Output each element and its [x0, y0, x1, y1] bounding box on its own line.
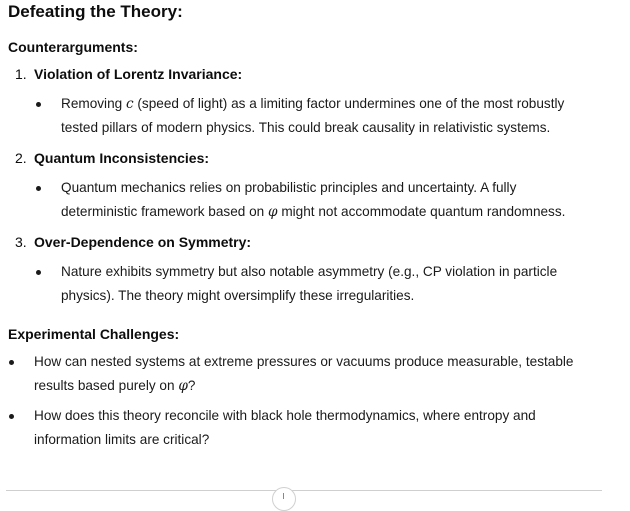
- bullet-line: physics). The theory might oversimplify these irregularities.: [61, 288, 415, 303]
- bullet-dot: [36, 102, 41, 107]
- bullet-line: How can nested systems at extreme pressures or vacuums produce measurable, testable: [34, 354, 574, 369]
- bullet-line: Removing c (speed of light) as a limiting factor undermines one of the most robustly: [61, 96, 565, 112]
- bullet-line: Nature exhibits symmetry but also notable asymmetry (e.g., CP violation in particle: [61, 264, 558, 279]
- bullet-line: How does this theory reconcile with black hole thermodynamics, where entropy and: [34, 408, 536, 423]
- bullet-dot: [9, 360, 14, 365]
- list-item-title: Quantum Inconsistencies:: [34, 150, 210, 166]
- scroll-down-button[interactable]: [272, 487, 296, 511]
- experimental-challenges-title: Experimental Challenges:: [8, 326, 180, 342]
- bullet-item: [9, 404, 621, 452]
- bullet-dot: [36, 186, 41, 191]
- bullet-line: information limits are critical?: [34, 432, 210, 447]
- bullet-item: [36, 260, 622, 308]
- list-item-title: Over-Dependence on Symmetry:: [34, 234, 252, 250]
- bullet-line: results based purely on φ?: [34, 378, 196, 394]
- counterarguments-title: Counterarguments:: [8, 39, 138, 55]
- list-number: 1.: [15, 66, 27, 82]
- bullet-item: [36, 92, 622, 140]
- list-item: [15, 148, 209, 168]
- list-number: 3.: [15, 234, 27, 250]
- section-divider: [6, 490, 602, 491]
- list-number: 2.: [15, 150, 27, 166]
- bullet-line: tested pillars of modern physics. This could break causality in relativistic systems.: [61, 120, 551, 135]
- bullet-line: Quantum mechanics relies on probabilistic principles and uncertainty. A fully: [61, 180, 517, 195]
- list-item-title: Violation of Lorentz Invariance:: [34, 66, 243, 82]
- list-item: [15, 232, 251, 252]
- bullet-item: [9, 350, 621, 398]
- bullet-item: [36, 176, 622, 224]
- page-heading: Defeating the Theory:: [8, 2, 183, 21]
- bullet-dot: [9, 414, 14, 419]
- list-item: [15, 64, 242, 84]
- bullet-line: deterministic framework based on φ might not accommodate quantum randomness.: [61, 204, 566, 220]
- bullet-dot: [36, 270, 41, 275]
